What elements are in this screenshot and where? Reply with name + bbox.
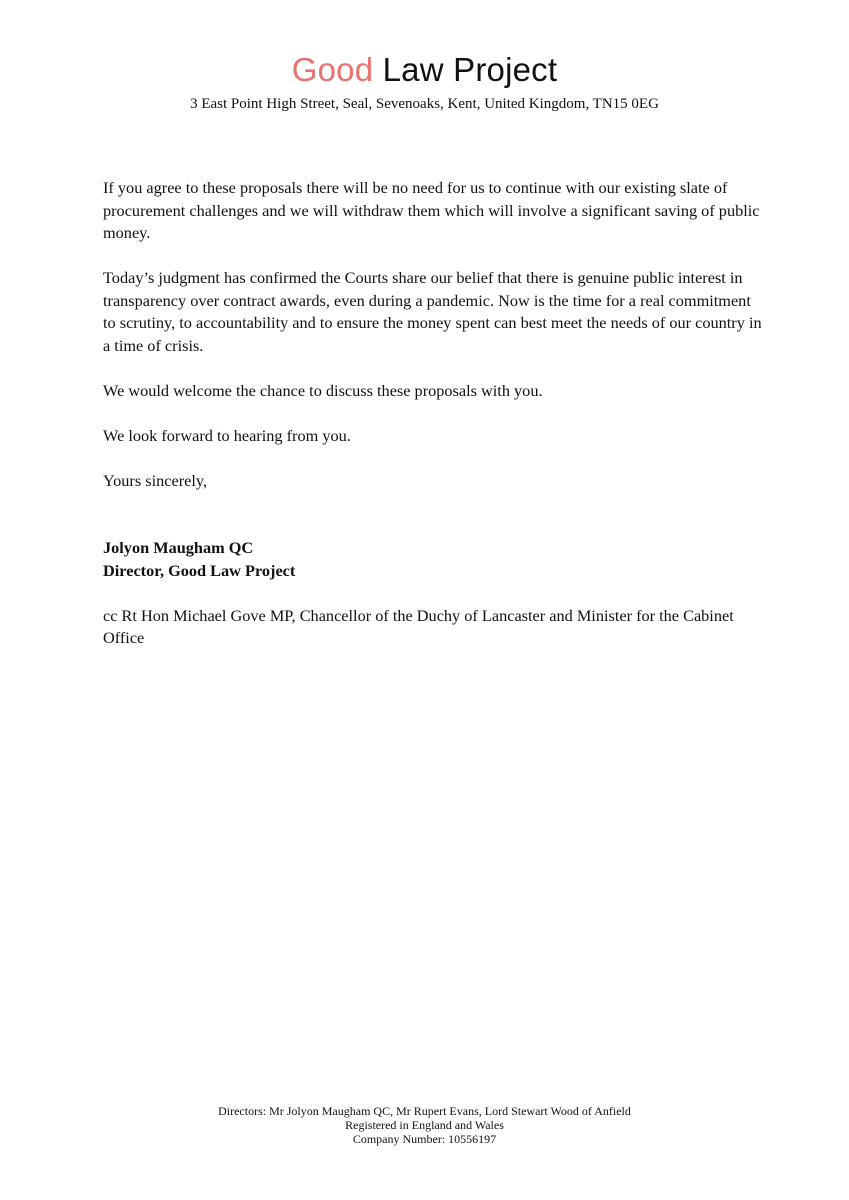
paragraph-judgment: Today’s judgment has confirmed the Courts share our belief that there is genuine public interest in transparency over contract awards, even during a pandemic. Now is the time for a real commitment to scrutiny, to accountability and to ensure the money spent can best meet the needs of our country in a time of crisis. [103, 268, 762, 355]
paragraph-withdraw-challenges: If you agree to these proposals there will be no need for us to continue with our existing slate of procurement challenges and we will withdraw them which will involve a significant saving of public money. [103, 178, 760, 242]
signature-block [103, 537, 763, 582]
organization-logo [0, 50, 849, 90]
signature-title: Director, Good Law Project [103, 560, 296, 580]
footer-directors: Directors: Mr Jolyon Maugham QC, Mr Rupert Evans, Lord Stewart Wood of Anfield [218, 1104, 631, 1118]
footer-company-number: Company Number: 10556197 [352, 1132, 497, 1146]
logo-words-law-project: Law Project [373, 51, 558, 88]
letter-body [103, 177, 763, 650]
paragraph-look-forward: We look forward to hearing from you. [103, 425, 351, 445]
paragraph-welcome-discussion: We would welcome the chance to discuss these proposals with you. [103, 380, 543, 400]
closing-salutation: Yours sincerely, [103, 470, 208, 490]
cc-line: cc Rt Hon Michael Gove MP, Chancellor of the Duchy of Lancaster and Minister for the Cabinet Office [103, 605, 734, 647]
signature-name: Jolyon Maugham QC [103, 538, 254, 557]
letterhead-address: 3 East Point High Street, Seal, Sevenoaks, Kent, United Kingdom, TN15 0EG [190, 96, 659, 112]
page-footer [0, 1104, 849, 1146]
letterhead [0, 50, 849, 114]
footer-registered: Registered in England and Wales [345, 1118, 504, 1132]
logo-word-good: Good [291, 51, 374, 88]
